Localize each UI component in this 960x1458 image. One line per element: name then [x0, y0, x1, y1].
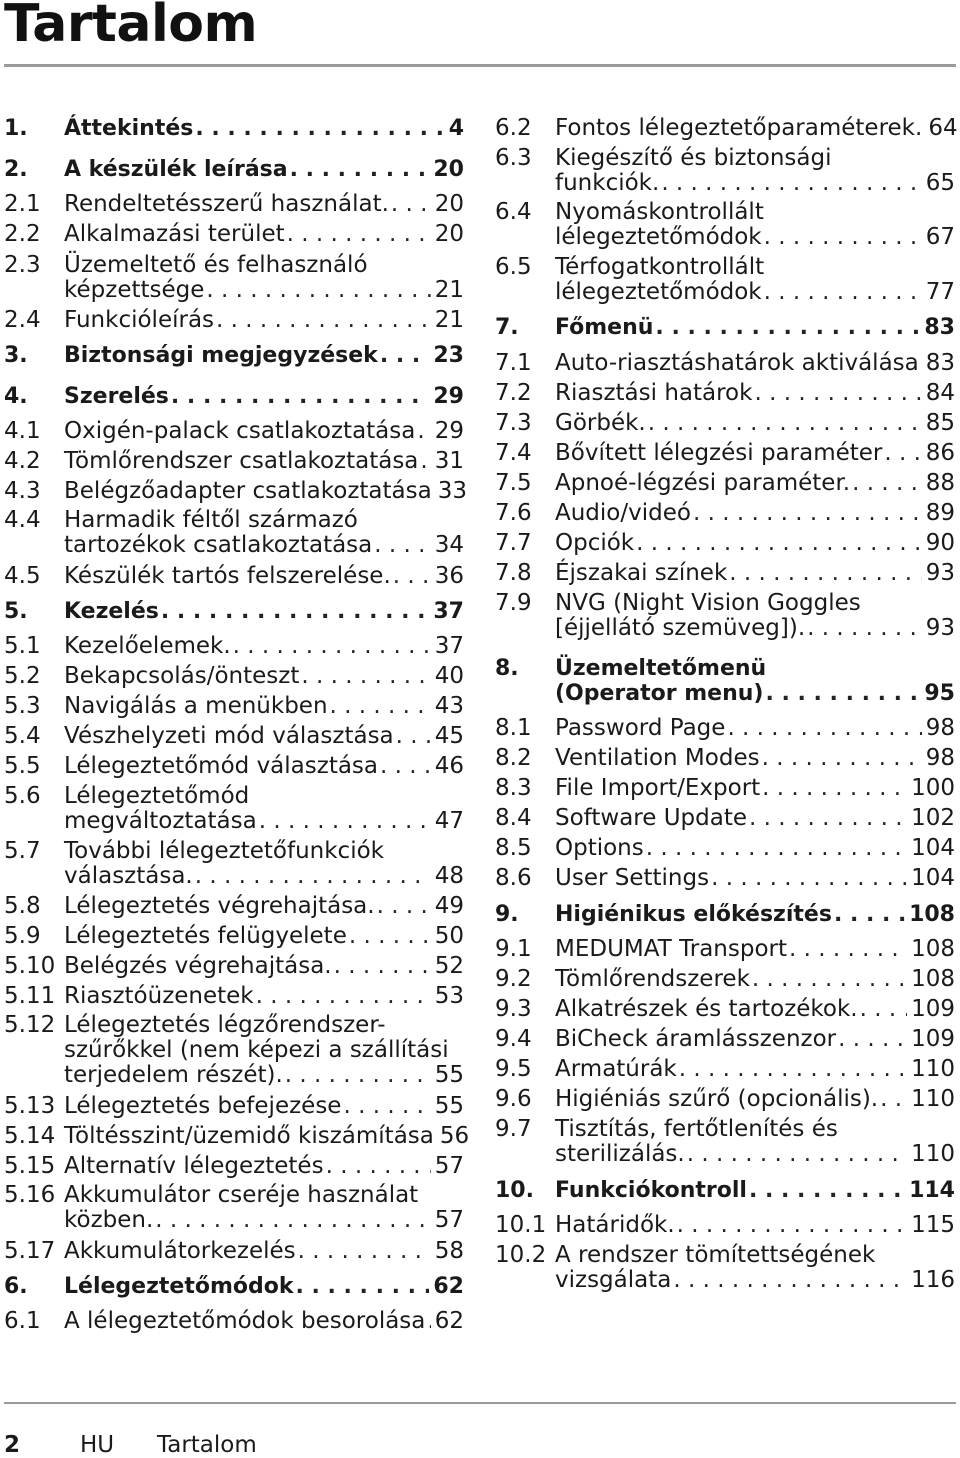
toc-entry-page-number: 57 [434, 1153, 464, 1179]
toc-entry-title: vizsgálata [555, 1267, 672, 1293]
toc-entry-page-number: 47 [434, 808, 464, 834]
toc-entry-title: Funkcióleírás [64, 307, 215, 333]
toc-entry-title: terjedelem részét). [64, 1062, 283, 1088]
toc-dot-leader [301, 664, 430, 689]
toc-entry-number: 7.8 [495, 560, 532, 586]
toc-entry-title: Navigálás a menükben [64, 693, 328, 719]
toc-entry-title: Alternatív lélegeztetés [64, 1153, 324, 1179]
page-title: Tartalom [4, 0, 258, 54]
toc-entry-number: 8. [495, 656, 519, 681]
toc-entry-page-number: 77 [925, 279, 955, 305]
toc-dot-leader [171, 384, 429, 409]
toc-entry-number: 9.6 [495, 1086, 532, 1112]
toc-entry-page-number: 83 [925, 350, 955, 376]
toc-entry-title: BiCheck áramlásszenzor [555, 1026, 837, 1052]
toc-entry-title-line: szűrőkkel (nem képezi a szállítási [64, 1037, 449, 1063]
toc-dot-leader [290, 157, 430, 182]
toc-entry-title-line: NVG (Night Vision Goggles [555, 590, 861, 616]
toc-entry-number: 4.1 [4, 418, 41, 444]
toc-entry-title: Görbék. [555, 410, 646, 436]
toc-entry-number: 4. [4, 384, 28, 409]
toc-dot-leader [752, 967, 907, 992]
toc-entry-title-line: Üzemeltető és felhasználó [64, 252, 368, 278]
toc-entry-number: 9.1 [495, 936, 532, 962]
toc-dot-leader [789, 937, 907, 962]
toc-entry-page-number: 21 [434, 307, 464, 333]
footer-language: HU [80, 1432, 115, 1458]
toc-entry-number: 7.4 [495, 440, 532, 466]
toc-entry-number: 6.5 [495, 254, 532, 280]
toc-entry-number: 5.3 [4, 693, 41, 719]
toc-dot-leader [393, 564, 431, 589]
toc-entry-number: 5.14 [4, 1123, 56, 1149]
toc-entry-number: 7.2 [495, 380, 532, 406]
toc-entry-title: Apnoé-légzési paraméter. [555, 470, 851, 496]
toc-dot-leader [259, 809, 431, 834]
toc-entry-number: 5.7 [4, 838, 41, 864]
toc-entry-number: 6.3 [495, 145, 532, 171]
toc-entry-title-line: Lélegeztetés légzőrendszer- [64, 1012, 386, 1038]
toc-entry-number: 7.1 [495, 350, 532, 376]
toc-entry-title: Lélegeztetőmód választása [64, 753, 379, 779]
toc-dot-leader [673, 1268, 907, 1293]
toc-entry-number: 6. [4, 1274, 28, 1299]
toc-entry-title: közben. [64, 1207, 154, 1233]
toc-entry-number: 5.13 [4, 1093, 56, 1119]
toc-entry-title: User Settings [555, 865, 710, 891]
toc-entry-title: Szerelés [64, 384, 169, 409]
toc-entry-page-number: 93 [925, 560, 955, 586]
toc-entry-page-number: 56 [439, 1123, 470, 1149]
toc-entry-number: 2.2 [4, 221, 41, 247]
toc-entry-title: MEDUMAT Transport [555, 936, 787, 962]
toc-entry-page-number: 108 [911, 966, 955, 992]
toc-entry-number: 1. [4, 116, 28, 141]
toc-dot-leader [298, 1239, 431, 1264]
toc-entry-page-number: 31 [434, 448, 464, 474]
toc-entry-title: lélegeztetőmódok [555, 279, 762, 305]
toc-entry-page-number: 110 [911, 1086, 955, 1112]
toc-entry-number: 7. [495, 315, 519, 340]
toc-entry-page-number: 67 [925, 224, 955, 250]
toc-entry-page-number: 40 [434, 663, 464, 689]
toc-entry-title-line: Tisztítás, fertőtlenítés és [555, 1116, 838, 1142]
toc-entry-number: 5.10 [4, 953, 56, 979]
toc-entry-title: Éjszakai színek [555, 560, 728, 586]
toc-entry-page-number: 108 [911, 936, 955, 962]
toc-entry-title: Főmenü [555, 315, 654, 340]
toc-entry-page-number: 84 [925, 380, 955, 406]
toc-entry-title: Alkalmazási terület [64, 221, 285, 247]
toc-entry-title: Bekapcsolás/önteszt [64, 663, 300, 689]
toc-dot-leader [380, 343, 430, 368]
toc-entry-number: 5.11 [4, 983, 56, 1009]
toc-entry-page-number: 33 [437, 478, 467, 504]
toc-entry-number: 8.3 [495, 775, 532, 801]
toc-entry-title: File Import/Export [555, 775, 761, 801]
toc-dot-leader [834, 902, 905, 927]
toc-dot-leader [693, 501, 922, 526]
toc-entry-title-line: Akkumulátor cseréje használat [64, 1182, 419, 1208]
toc-entry-page-number: 55 [434, 1093, 464, 1119]
toc-entry-number: 4.4 [4, 507, 41, 533]
toc-dot-leader [256, 984, 431, 1009]
toc-entry-page-number: 85 [925, 410, 955, 436]
toc-entry-number: 10. [495, 1178, 534, 1203]
toc-entry-title: Lélegeztetés befejezése [64, 1093, 342, 1119]
toc-entry-number: 8.1 [495, 715, 532, 741]
toc-entry-title-line: További lélegeztetőfunkciók [64, 838, 384, 864]
toc-entry-page-number: 109 [911, 1026, 955, 1052]
toc-entry-number: 7.7 [495, 530, 532, 556]
toc-entry-page-number: 109 [911, 996, 955, 1022]
toc-dot-leader [287, 222, 431, 247]
toc-dot-leader [661, 171, 921, 196]
toc-entry-page-number: 21 [434, 277, 464, 303]
toc-entry-page-number: 52 [434, 953, 464, 979]
toc-dot-leader [330, 694, 431, 719]
toc-entry-title: Armatúrák [555, 1056, 677, 1082]
toc-dot-leader [295, 1274, 429, 1299]
toc-entry-page-number: 43 [434, 693, 464, 719]
toc-entry-number: 9.3 [495, 996, 532, 1022]
toc-entry-page-number: 108 [909, 902, 955, 927]
toc-entry-title: Biztonsági megjegyzések [64, 343, 378, 368]
toc-dot-leader [729, 561, 921, 586]
toc-dot-leader [762, 776, 907, 801]
toc-entry-title: választása. [64, 863, 193, 889]
toc-dot-leader [206, 278, 430, 303]
toc-entry-number: 6.1 [4, 1308, 41, 1334]
toc-entry-page-number: 114 [909, 1178, 955, 1203]
toc-dot-leader [860, 997, 907, 1022]
toc-entry-number: 8.2 [495, 745, 532, 771]
toc-dot-leader [285, 1063, 431, 1088]
toc-entry-number: 4.3 [4, 478, 41, 504]
toc-dot-leader [417, 419, 430, 444]
toc-entry-page-number: 45 [434, 723, 464, 749]
toc-entry-number: 9.2 [495, 966, 532, 992]
toc-entry-number: 2.3 [4, 252, 41, 278]
toc-entry-title: Higiénikus előkészítés [555, 902, 832, 927]
toc-entry-number: 3. [4, 343, 28, 368]
toc-entry-title: Funkciókontroll [555, 1178, 747, 1203]
toc-entry-number: 5.17 [4, 1238, 56, 1264]
toc-entry-title: [éjjellátó szemüveg]). [555, 615, 806, 641]
bottom-divider [4, 1402, 956, 1404]
toc-entry-number: 8.5 [495, 835, 532, 861]
toc-dot-leader [838, 1027, 907, 1052]
toc-entry-title: Lélegeztetés végrehajtása. [64, 893, 375, 919]
toc-entry-title-line: Térfogatkontrollált [555, 254, 765, 280]
toc-entry-title: lélegeztetőmódok [555, 224, 762, 250]
toc-entry-title: Bővített lélegzési paraméter [555, 440, 883, 466]
toc-entry-page-number: 58 [434, 1238, 464, 1264]
toc-dot-leader [762, 746, 922, 771]
toc-dot-leader [764, 280, 922, 305]
toc-entry-title: Vészhelyzeti mód választása [64, 723, 394, 749]
toc-dot-leader [921, 351, 922, 376]
toc-entry-page-number: 90 [925, 530, 955, 556]
toc-entry-title: Kezelés [64, 599, 159, 624]
toc-entry-number: 5.2 [4, 663, 41, 689]
footer-section: Tartalom [157, 1432, 257, 1458]
toc-entry-number: 8.6 [495, 865, 532, 891]
toc-entry-title-line: Kiegészítő és biztonsági [555, 145, 832, 171]
toc-entry-page-number: 100 [911, 775, 955, 801]
toc-dot-leader [749, 1178, 905, 1203]
toc-entry-title: Higiéniás szűrő (opcionális). [555, 1086, 879, 1112]
toc-entry-title-line: Harmadik féltől származó [64, 507, 358, 533]
toc-entry-page-number: 116 [911, 1267, 955, 1293]
toc-entry-number: 9. [495, 902, 519, 927]
toc-dot-leader [646, 836, 907, 861]
toc-entry-title: A lélegeztetőmódok besorolása [64, 1308, 426, 1334]
toc-entry-title: Software Update [555, 805, 747, 831]
toc-entry-title: megváltoztatása [64, 808, 257, 834]
toc-entry-number: 9.7 [495, 1116, 532, 1142]
toc-entry-number: 4.5 [4, 563, 41, 589]
toc-entry-page-number: 62 [433, 1274, 464, 1299]
toc-entry-title: Akkumulátorkezelés [64, 1238, 296, 1264]
toc-entry-title: Lélegeztetés felügyelete [64, 923, 347, 949]
toc-entry-title: funkciók. [555, 170, 660, 196]
toc-entry-page-number: 104 [911, 865, 955, 891]
toc-dot-leader [807, 616, 922, 641]
toc-entry-page-number: 37 [434, 633, 464, 659]
toc-entry-number: 9.4 [495, 1026, 532, 1052]
toc-dot-leader [195, 116, 444, 141]
toc-entry-title: képzettsége [64, 277, 205, 303]
toc-entry-page-number: 37 [433, 599, 464, 624]
toc-entry-page-number: 20 [433, 157, 464, 182]
toc-dot-leader [711, 866, 907, 891]
toc-dot-leader [880, 1087, 907, 1112]
toc-dot-leader [349, 924, 431, 949]
toc-entry-title: Password Page [555, 715, 726, 741]
toc-entry-title: Oxigén-palack csatlakoztatása [64, 418, 416, 444]
toc-entry-number: 7.6 [495, 500, 532, 526]
toc-entry-title: Audio/videó [555, 500, 691, 526]
toc-entry-title: Készülék tartós felszerelése. [64, 563, 391, 589]
toc-entry-title: A készülék leírása [64, 157, 288, 182]
toc-dot-leader [216, 308, 431, 333]
toc-dot-leader [727, 716, 921, 741]
toc-dot-leader [677, 1213, 907, 1238]
toc-dot-leader [377, 894, 431, 919]
toc-entry-page-number: 36 [434, 563, 464, 589]
toc-entry-title: tartozékok csatlakoztatása [64, 532, 373, 558]
toc-entry-title-line: A rendszer tömítettségének [555, 1242, 876, 1268]
toc-dot-leader [391, 192, 431, 217]
toc-entry-page-number: 20 [434, 221, 464, 247]
toc-entry-number: 7.5 [495, 470, 532, 496]
toc-entry-title: Ventilation Modes [555, 745, 760, 771]
toc-entry-number: 2.4 [4, 307, 41, 333]
toc-entry-title-line: Üzemeltetőmenü [555, 656, 767, 681]
toc-entry-page-number: 23 [433, 343, 464, 368]
toc-entry-title: Riasztási határok [555, 380, 753, 406]
toc-entry-page-number: 110 [911, 1141, 955, 1167]
toc-entry-title: Lélegeztetőmódok [64, 1274, 294, 1299]
toc-entry-page-number: 93 [925, 615, 955, 641]
toc-dot-leader [420, 449, 430, 474]
toc-entry-number: 5.6 [4, 783, 41, 809]
toc-dot-leader [852, 471, 922, 496]
toc-entry-page-number: 98 [925, 745, 955, 771]
toc-dot-leader [655, 315, 920, 340]
toc-entry-title: Áttekintés [64, 116, 194, 141]
toc-entry-number: 5. [4, 599, 28, 624]
toc-entry-number: 7.3 [495, 410, 532, 436]
toc-entry-page-number: 29 [434, 418, 464, 444]
toc-dot-leader [161, 599, 430, 624]
toc-entry-page-number: 48 [434, 863, 464, 889]
toc-entry-title: Töltésszint/üzemidő kiszámítása [64, 1123, 434, 1149]
toc-entry-number: 10.2 [495, 1242, 547, 1268]
toc-dot-leader [687, 1142, 907, 1167]
toc-entry-number: 10.1 [495, 1212, 547, 1238]
toc-entry-page-number: 95 [924, 681, 955, 706]
toc-entry-page-number: 53 [434, 983, 464, 1009]
toc-entry-page-number: 34 [434, 532, 464, 558]
toc-entry-page-number: 64 [928, 115, 958, 141]
toc-entry-number: 6.2 [495, 115, 532, 141]
toc-dot-leader [749, 806, 907, 831]
toc-entry-title: sterilizálás. [555, 1141, 685, 1167]
toc-dot-leader [326, 1154, 431, 1179]
top-divider [4, 64, 956, 67]
toc-entry-number: 5.1 [4, 633, 41, 659]
toc-entry-number: 5.9 [4, 923, 41, 949]
toc-entry-page-number: 115 [911, 1212, 955, 1238]
toc-entry-number: 9.5 [495, 1056, 532, 1082]
toc-entry-page-number: 65 [925, 170, 955, 196]
toc-entry-number: 5.12 [4, 1012, 56, 1038]
toc-entry-page-number: 98 [925, 715, 955, 741]
toc-dot-leader [343, 1094, 430, 1119]
toc-entry-page-number: 55 [434, 1062, 464, 1088]
toc-dot-leader [427, 1309, 430, 1334]
toc-entry-number: 5.15 [4, 1153, 56, 1179]
toc-entry-page-number: 110 [911, 1056, 955, 1082]
toc-entry-title: Rendeltetésszerű használat. [64, 191, 389, 217]
toc-dot-leader [648, 411, 922, 436]
toc-entry-page-number: 46 [434, 753, 464, 779]
toc-dot-leader [195, 864, 431, 889]
toc-entry-page-number: 62 [434, 1308, 464, 1334]
toc-entry-title: Options [555, 835, 644, 861]
toc-entry-page-number: 29 [433, 384, 464, 409]
toc-dot-leader [233, 634, 431, 659]
toc-entry-number: 5.4 [4, 723, 41, 749]
toc-dot-leader [754, 381, 921, 406]
toc-entry-title-line: Nyomáskontrollált [555, 199, 764, 225]
toc-dot-leader [334, 954, 431, 979]
toc-entry-number: 5.8 [4, 893, 41, 919]
toc-entry-number: 5.5 [4, 753, 41, 779]
toc-entry-page-number: 89 [925, 500, 955, 526]
toc-entry-title: Tömlőrendszer csatlakoztatása [64, 448, 419, 474]
toc-entry-page-number: 102 [911, 805, 955, 831]
toc-dot-leader [396, 724, 431, 749]
toc-entry-page-number: 86 [925, 440, 955, 466]
toc-entry-page-number: 49 [434, 893, 464, 919]
toc-dot-leader [380, 754, 431, 779]
toc-dot-leader [374, 533, 430, 558]
toc-entry-number: 2.1 [4, 191, 41, 217]
toc-entry-number: 7.9 [495, 590, 532, 616]
toc-entry-title: Belégzés végrehajtása. [64, 953, 332, 979]
toc-dot-leader [155, 1208, 430, 1233]
toc-entry-number: 6.4 [495, 199, 532, 225]
toc-entry-title: Riasztóüzenetek [64, 983, 254, 1009]
toc-entry-title: Alkatrészek és tartozékok. [555, 996, 858, 1022]
toc-dot-leader [764, 225, 922, 250]
toc-entry-title: Határidők. [555, 1212, 675, 1238]
toc-entry-page-number: 83 [924, 315, 955, 340]
toc-entry-title: (Operator menu) [555, 681, 764, 706]
toc-entry-title: Kezelőelemek. [64, 633, 231, 659]
toc-dot-leader [765, 681, 920, 706]
toc-entry-number: 4.2 [4, 448, 41, 474]
toc-entry-number: 8.4 [495, 805, 532, 831]
toc-entry-number: 2. [4, 157, 28, 182]
toc-entry-page-number: 50 [434, 923, 464, 949]
footer-page-number: 2 [4, 1432, 21, 1458]
toc-entry-title-line: Lélegeztetőmód [64, 783, 250, 809]
toc-dot-leader [679, 1057, 907, 1082]
toc-entry-page-number: 104 [911, 835, 955, 861]
toc-dot-leader [636, 531, 922, 556]
toc-entry-number: 5.16 [4, 1182, 56, 1208]
toc-entry-title: Fontos lélegeztetőparaméterek. [555, 115, 923, 141]
toc-entry-title: Opciók [555, 530, 635, 556]
toc-entry-title: Tömlőrendszerek [555, 966, 750, 992]
toc-entry-page-number: 88 [925, 470, 955, 496]
toc-entry-page-number: 4 [448, 116, 464, 141]
toc-entry-title: Belégzőadapter csatlakoztatása [64, 478, 432, 504]
toc-entry-page-number: 20 [434, 191, 464, 217]
toc-dot-leader [884, 441, 921, 466]
toc-entry-page-number: 57 [434, 1207, 464, 1233]
toc-entry-title: Auto-riasztáshatárok aktiválása [555, 350, 919, 376]
